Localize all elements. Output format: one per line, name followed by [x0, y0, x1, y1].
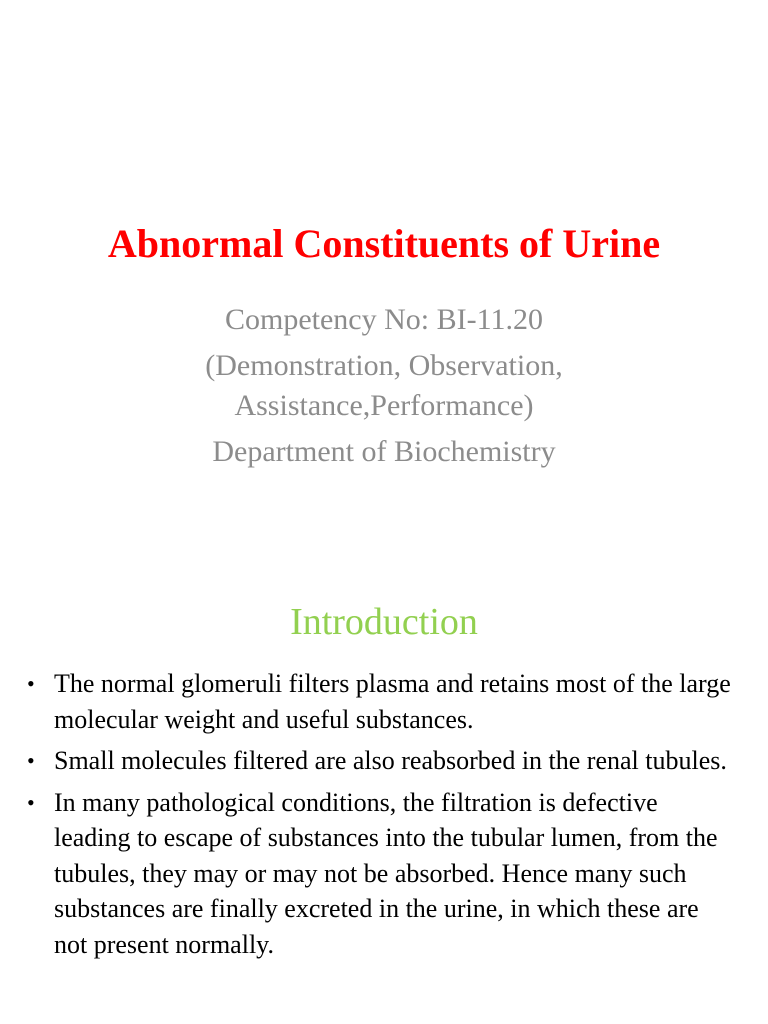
bullet-item: [0, 666, 768, 737]
bullet-icon: •: [27, 671, 35, 696]
introduction-heading: Introduction: [290, 601, 478, 643]
bullet-icon: •: [27, 789, 35, 815]
competency-number: Competency No: BI-11.20: [224, 303, 543, 336]
subtitle-block: [0, 300, 768, 472]
bullet-item: [0, 743, 768, 779]
introduction-slide: [0, 576, 768, 1024]
bullet-list: [0, 666, 768, 968]
bullet-text: The normal glomeruli filters plasma and retains most of the large molecular weight and useful substances.: [54, 669, 731, 734]
activity-types-line-2: Assistance,Performance): [234, 389, 534, 422]
slide-title: Abnormal Constituents of Urine: [107, 221, 661, 266]
activity-types-line-1: (Demonstration, Observation,: [205, 349, 563, 382]
bullet-text: Small molecules filtered are also reabsorbed in the renal tubules.: [54, 746, 727, 775]
bullet-icon: •: [27, 748, 35, 773]
department-name: Department of Biochemistry: [212, 435, 556, 468]
bullet-item: [0, 785, 768, 963]
bullet-text: In many pathological conditions, the filtration is defective leading to escape of substances into the tubular lumen, from the tubules, they may or may not be absorbed. Hence many such substances are finally excreted in the urine, in which these are not present normally.: [54, 787, 718, 959]
